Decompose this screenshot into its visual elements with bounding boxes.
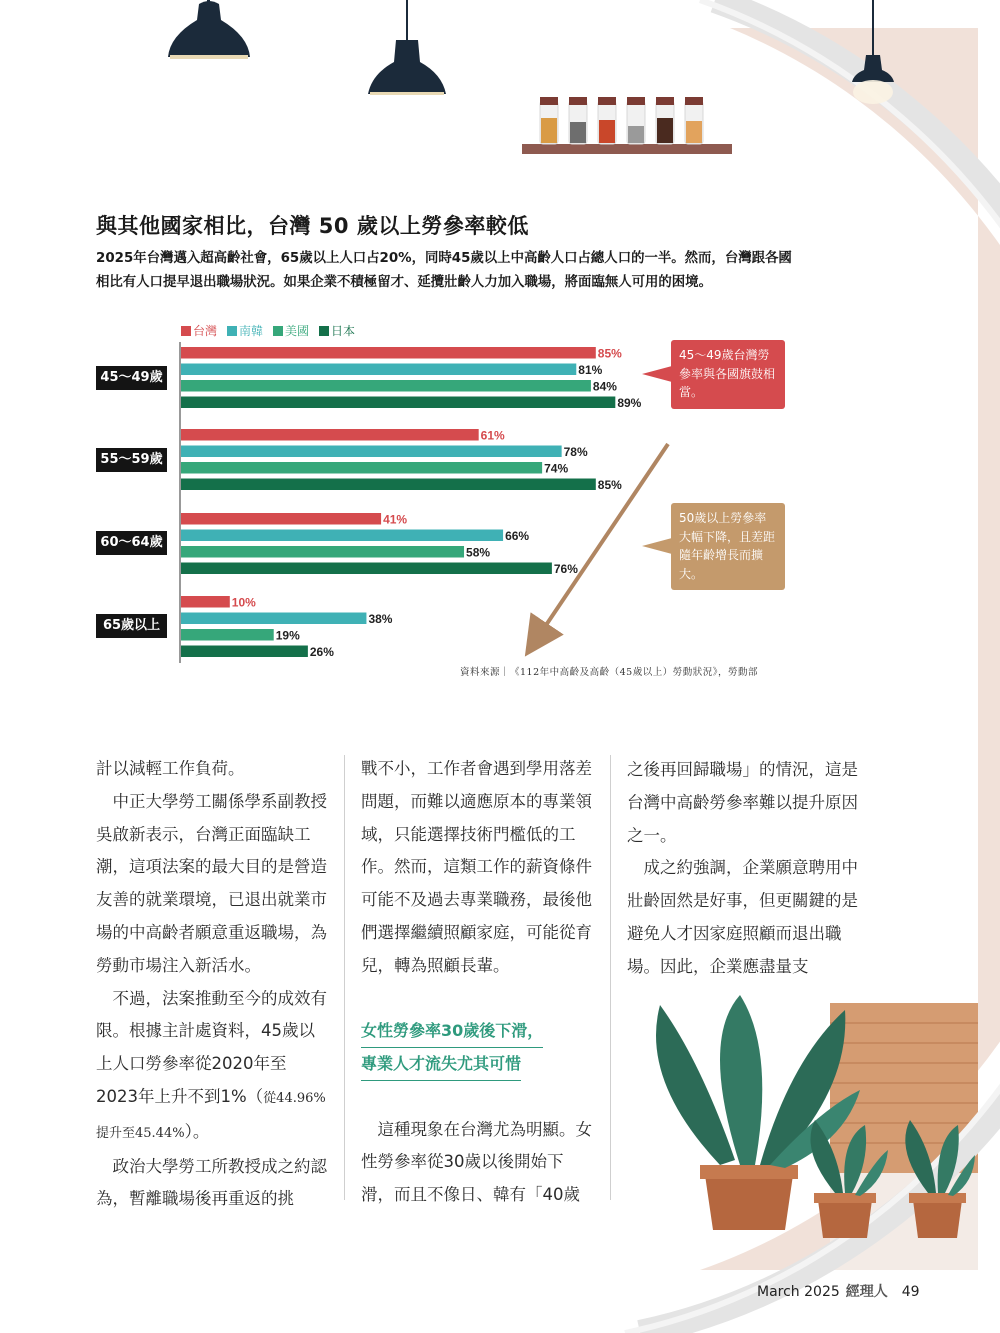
- paragraph: 政治大學勞工所教授成之約認為，暫離職場後再重返的挑: [96, 1156, 327, 1209]
- category-label: 55～59歲: [96, 448, 167, 472]
- bar: [181, 646, 308, 658]
- bar-value-label: 38%: [368, 612, 393, 626]
- bar: [181, 563, 552, 575]
- paragraph: 戰不小，工作者會遇到學用落差問題，而難以適應原本的專業領域，只能選擇技術門檻低的工作。然而，這類工作的薪資條件可能不及過去專業職務，最後他們選擇繼續照顧家庭，可能從育兒，轉為照顧長輩。: [361, 759, 592, 975]
- bar: [181, 629, 274, 641]
- bar-value-label: 85%: [597, 478, 622, 492]
- bar: [181, 446, 562, 458]
- category-label: 60～64歲: [96, 531, 167, 555]
- bar-value-label: 58%: [466, 545, 491, 560]
- text-run: ）。: [184, 1121, 210, 1141]
- lead-paragraph: 2025年台灣邁入超高齡社會，65歲以上人口占20%，同時45歲以上中高齡人口占總人口的一半。然而，台灣跟各國相比有人口提早退出職場狀況。如果企業不積極留才、延攬壯齡人力加入職場，將面臨無人可用的困境。: [96, 251, 792, 290]
- bar-value-label: 66%: [505, 529, 530, 543]
- bar-value-label: 10%: [231, 595, 256, 610]
- bar-value-label: 81%: [578, 363, 603, 377]
- text-column-1: [96, 753, 328, 1216]
- bar-value-label: 84%: [592, 379, 617, 394]
- note-pointer: [642, 366, 672, 382]
- figure-note: 從44.96%提升至45.44%: [96, 1090, 326, 1141]
- bar-value-label: 41%: [383, 512, 408, 527]
- bar: [181, 380, 591, 392]
- bar-value-label: 85%: [597, 346, 622, 361]
- text-column-3: [627, 754, 859, 984]
- bar-value-label: 76%: [553, 562, 578, 576]
- paragraph: 中正大學勞工關係學系副教授吳啟新表示，台灣正面臨缺工潮，這項法案的最大目的是營造友善的就業環境，已退出就業市場的中高齡者願意重返職場，為勞動市場注入新活水。: [96, 791, 327, 975]
- page-number: 49: [901, 1284, 920, 1300]
- chart-source: 資料來源｜《112年中高齡及高齡（45歲以上）勞動狀況》，勞動部: [460, 667, 758, 678]
- category-label: 65歲以上: [96, 614, 167, 638]
- note-pointer: [642, 538, 672, 554]
- category-label: 45～49歲: [96, 366, 167, 390]
- bar-value-label: 74%: [544, 461, 569, 476]
- paragraph: 成之約強調，企業願意聘用中壯齡固然是好事，但更關鍵的是避免人才因家庭照顧而退出職場。因此，企業應盡量支: [627, 858, 858, 976]
- issue-date: March 2025: [757, 1284, 840, 1300]
- subheading-line: 專業人才流失尤其可惜: [361, 1048, 521, 1081]
- bar: [181, 479, 596, 491]
- bar: [181, 546, 464, 558]
- text-column-2: [361, 753, 593, 1212]
- note-callout-brown: 50歲以上勞參率大幅下降，且差距隨年齡增長而擴大。: [671, 503, 785, 590]
- column-divider: [610, 755, 611, 1200]
- paragraph: 這種現象在台灣尤為明顯。女性勞參率從30歲以後開始下滑，而且不像日、韓有「40歲: [361, 1119, 592, 1205]
- bar: [181, 364, 576, 376]
- legend-label: 日本: [331, 324, 356, 338]
- bar: [181, 530, 503, 542]
- bar-value-label: 26%: [309, 645, 334, 659]
- bar: [181, 462, 542, 474]
- bar: [181, 397, 615, 409]
- bar-value-label: 89%: [617, 396, 642, 410]
- note-callout-red: 45～49歲台灣勞參率與各國旗鼓相當。: [671, 340, 785, 409]
- bar: [181, 429, 479, 441]
- bar: [181, 596, 230, 608]
- text-run: 不過，法案推動至今的成效有限。根據主計處資料，45歲以上人口勞參率從2020年至2023年上升不到1%（: [96, 988, 327, 1106]
- column-divider: [344, 755, 345, 1200]
- paragraph: 之後再回歸職場」的情況，這是台灣中高齡勞參率難以提升原因之一。: [627, 760, 858, 845]
- legend-label: 美國: [285, 324, 310, 338]
- bar-value-label: 61%: [480, 428, 505, 443]
- legend-label: 南韓: [239, 324, 264, 338]
- bar: [181, 347, 596, 359]
- page-title: 與其他國家相比，台灣 50 歲以上勞參率較低: [96, 214, 529, 238]
- bar: [181, 613, 366, 625]
- section-subheading: [361, 1015, 593, 1081]
- paragraph: [96, 983, 328, 1151]
- subheading-line: 女性勞參率30歲後下滑，: [361, 1015, 543, 1048]
- paragraph: 計以減輕工作負荷。: [96, 759, 245, 778]
- page-footer: [757, 1281, 920, 1301]
- bar-value-label: 78%: [563, 445, 588, 459]
- magazine-name: 經理人: [845, 1284, 888, 1300]
- legend-label: 台灣: [193, 324, 218, 338]
- bar-value-label: 19%: [275, 628, 300, 643]
- bar: [181, 513, 381, 525]
